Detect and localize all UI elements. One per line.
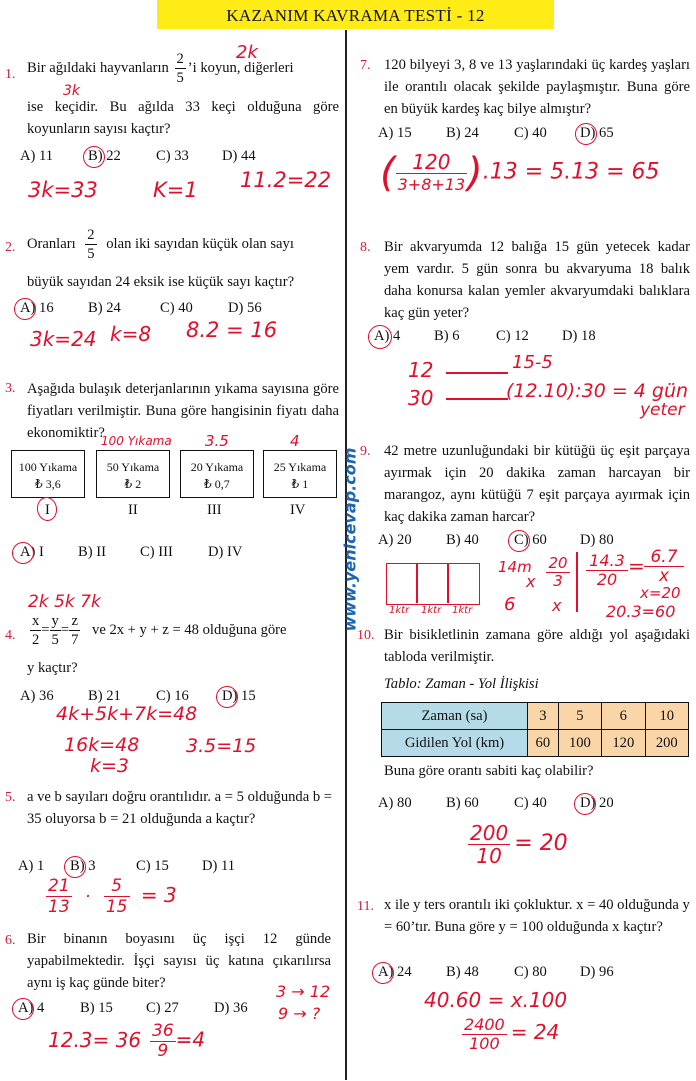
question-text: Bir binanın boyasını üç işçi 12 günde yapabilmektedir. İşçi sayısı üç katına çıkarılırsa aynı iş kaç günde biter? xyxy=(27,931,331,991)
handwriting: 14.3 20 xyxy=(586,552,628,589)
handwriting: 12.3= 36 xyxy=(48,1028,142,1052)
question-text: a ve b sayıları doğru orantılıdır. a = 5 olduğunda b = 35 oluyorsa b = 21 olduğunda a kaçtır? xyxy=(27,789,333,827)
handwriting: 20.3=60 xyxy=(606,602,676,621)
handwriting: 3k=33 xyxy=(28,178,98,202)
table-header-cell: Zaman (sa) xyxy=(382,703,528,730)
table-cell: 200 xyxy=(645,730,688,757)
handwriting: 40.60 = x.100 xyxy=(424,988,568,1012)
option-a[interactable]: A) 1 xyxy=(18,858,45,874)
option-b[interactable]: B) 60 xyxy=(446,795,479,811)
question-text: ’i koyun, diğerleri xyxy=(187,59,294,76)
handwriting: 2k 5k 7k xyxy=(28,592,101,612)
fraction: $\frac{y}{5}$ xyxy=(51,613,59,648)
roman-label: II xyxy=(128,502,138,518)
option-a[interactable]: A) 15 xyxy=(378,125,412,141)
question-text: büyük sayıdan 24 eksik ise küçük sayı kaçtır? xyxy=(27,274,295,290)
fraction: $\frac{x}{2}$ xyxy=(32,613,40,648)
table-cell: 60 xyxy=(528,730,559,757)
question-number: 11. xyxy=(357,899,374,914)
handwriting: 15-5 xyxy=(512,352,553,373)
option-c[interactable]: C) 40 xyxy=(514,125,547,141)
question-text: Bir bisikletlinin zamana göre aldığı yol aşağıdaki tabloda verilmiştir. xyxy=(384,627,690,665)
option-c[interactable]: C) 16 xyxy=(156,688,189,704)
fraction: $\frac{2}{5}$ xyxy=(87,227,95,262)
product-box-3: 20 Yıkama ₺ 0,7 xyxy=(180,450,254,498)
option-a[interactable]: A) 11 xyxy=(20,148,54,164)
handwriting: 1ktr xyxy=(421,605,442,616)
option-c[interactable]: C) 40 xyxy=(514,795,547,811)
roman-label: III xyxy=(207,502,222,518)
handwriting: 14m xyxy=(498,558,532,576)
option-d[interactable]: D) 44 xyxy=(222,148,256,164)
question-text: Bir akvaryumda 12 balığa 15 gün yetecek kadar yem vardır. 5 gün sonra bu akvaryuma 18 balık daha konursa kalan yemler akvaryumdaki balıklara kaç gün yeter? xyxy=(384,239,690,321)
handwriting: 4 xyxy=(290,432,300,450)
log-sketch xyxy=(416,563,418,603)
handwriting: 6.7 x xyxy=(644,548,684,585)
option-a[interactable]: A) I xyxy=(20,544,44,560)
handwriting-line xyxy=(446,398,508,400)
handwriting: $\frac{36}{9}$ =4 xyxy=(152,1021,206,1061)
handwriting: 1ktr xyxy=(389,605,410,616)
option-a[interactable]: A) 80 xyxy=(378,795,412,811)
question-number: 3. xyxy=(5,381,16,396)
handwriting: 30 xyxy=(408,386,434,410)
handwriting: 1ktr xyxy=(452,605,473,616)
time-distance-table xyxy=(381,702,689,757)
option-c[interactable]: C) 15 xyxy=(136,858,169,874)
option-c[interactable]: C) 40 xyxy=(160,300,193,316)
option-c[interactable]: C) 27 xyxy=(146,1000,179,1016)
handwriting: 12 xyxy=(408,358,434,382)
table-row xyxy=(382,730,689,757)
handwriting: 4k+5k+7k=48 xyxy=(56,703,198,725)
handwriting: 6 xyxy=(504,594,516,615)
question-number: 1. xyxy=(5,67,16,82)
fraction: $\frac{z}{7}$ xyxy=(71,613,79,648)
handwriting: 3.5=15 xyxy=(186,735,257,757)
option-d[interactable]: D) 56 xyxy=(228,300,262,316)
table-cell: 10 xyxy=(645,703,688,730)
handwriting: x xyxy=(552,596,562,615)
handwriting: x xyxy=(526,572,536,591)
handwriting: $\frac{2400}{100}$ = 24 xyxy=(464,1015,560,1053)
option-d[interactable]: D) 20 xyxy=(580,795,614,811)
handwriting: yeter xyxy=(640,400,685,420)
table-cell: 6 xyxy=(602,703,645,730)
question-text: olan iki sayıdan küçük olan sayı xyxy=(106,235,294,252)
question-number: 4. xyxy=(5,628,16,643)
question-text: ise keçidir. Bu ağılda 33 keçi olduğuna göre koyunların sayısı kaçtır? xyxy=(27,99,339,137)
log-sketch xyxy=(386,563,480,605)
question-number: 5. xyxy=(5,790,16,805)
question-number: 2. xyxy=(5,240,16,255)
handwriting: K=1 xyxy=(153,178,198,202)
handwriting: 20 3 xyxy=(546,555,570,590)
handwriting: 3k=24 xyxy=(30,327,97,351)
handwriting: 3 → 12 xyxy=(276,982,331,1001)
question-number: 9. xyxy=(360,444,371,459)
option-a[interactable]: A) 20 xyxy=(378,532,412,548)
handwriting: 9 → ? xyxy=(278,1004,321,1023)
option-d[interactable]: D) 18 xyxy=(562,328,596,344)
handwriting-line xyxy=(446,372,508,374)
log-sketch xyxy=(447,563,449,603)
option-b[interactable]: B) 24 xyxy=(446,125,479,141)
handwriting: 3.5 xyxy=(205,432,229,450)
question-text: y kaçtır? xyxy=(27,660,78,676)
handwriting: 11.2=22 xyxy=(240,168,332,192)
handwriting: k=8 xyxy=(110,322,152,346)
question-text: x ile y ters orantılı iki çokluktur. x = 40 olduğunda y = 60’tır. Buna göre y = 100 olduğunda x kaçtır? xyxy=(384,897,690,935)
table-cell: 100 xyxy=(558,730,601,757)
option-b[interactable]: B) 40 xyxy=(446,532,479,548)
roman-label: IV xyxy=(290,502,306,518)
option-b[interactable]: B) II xyxy=(78,544,106,560)
question-number: 7. xyxy=(360,58,371,73)
question-text: Bir ağıldaki hayvanların xyxy=(27,59,169,76)
option-a[interactable]: A) 36 xyxy=(20,688,54,704)
option-c[interactable]: C) 12 xyxy=(496,328,529,344)
handwriting: = xyxy=(628,554,645,578)
handwriting: 2k xyxy=(236,42,258,63)
option-a[interactable]: A) 4 xyxy=(374,328,401,344)
option-b[interactable]: B) 22 xyxy=(88,148,121,164)
handwriting: (12.10):30 = 4 gün xyxy=(506,380,689,402)
fraction: $\frac{2}{5}$ xyxy=(176,51,184,86)
handwriting: 8.2 = 16 xyxy=(186,318,278,342)
option-c[interactable]: C) 60 xyxy=(514,532,547,548)
question-number: 10. xyxy=(357,628,375,643)
handwriting: 3k xyxy=(63,83,81,99)
option-c[interactable]: C) 80 xyxy=(514,964,547,980)
handwriting: x=20 xyxy=(640,584,681,602)
table-header-cell: Gidilen Yol (km) xyxy=(382,730,528,757)
question-text: Oranları xyxy=(27,235,76,252)
option-c[interactable]: C) III xyxy=(140,544,173,560)
option-d[interactable]: D) 36 xyxy=(214,1000,248,1016)
option-d[interactable]: D) IV xyxy=(208,544,243,560)
option-d[interactable]: D) 80 xyxy=(580,532,614,548)
table-cell: 5 xyxy=(558,703,601,730)
table-caption: Tablo: Zaman - Yol İlişkisi xyxy=(384,676,539,692)
question-text: Aşağıda bulaşık deterjanlarının yıkama sayısına göre fiyatları verilmiştir. Buna göre hangisinin fiyatı daha ekonomiktir? xyxy=(27,381,339,441)
question-text: Buna göre orantı sabiti kaç olabilir? xyxy=(384,763,594,779)
option-a[interactable]: A) 16 xyxy=(20,300,54,316)
watermark: www.yenicevap.com xyxy=(340,447,360,632)
handwriting: ( $\frac{120}{3+8+13}$ ).13 = 5.13 = 65 xyxy=(380,149,660,196)
product-box-2: 50 Yıkama ₺ 2 xyxy=(96,450,170,498)
page-title: KAZANIM KAVRAMA TESTİ - 12 xyxy=(157,0,554,29)
option-a[interactable]: A) 24 xyxy=(378,964,412,980)
table-cell: 120 xyxy=(602,730,645,757)
option-b[interactable]: B) 24 xyxy=(88,300,121,316)
question-text: 120 bilyeyi 3, 8 ve 13 yaşlarındaki üç kardeş yaşları ile orantılı olacak şekilde paylaşmıştır. Buna göre en büyük kardeş kaç bilye almıştır? xyxy=(384,57,690,117)
option-c[interactable]: C) 33 xyxy=(156,148,189,164)
answer-circle xyxy=(35,496,58,523)
option-a[interactable]: A) 4 xyxy=(18,1000,45,1016)
handwriting-line xyxy=(576,552,578,612)
question-number: 8. xyxy=(360,240,371,255)
question-text: ve 2x + y + z = 48 olduğuna göre xyxy=(92,621,287,638)
option-b[interactable]: B) 6 xyxy=(434,328,460,344)
option-b[interactable]: B) 21 xyxy=(88,688,121,704)
option-b[interactable]: B) 15 xyxy=(80,1000,113,1016)
handwriting: $\frac{200}{10}$ = 20 xyxy=(470,821,568,868)
handwriting: k=3 xyxy=(90,755,130,777)
handwriting: 100 Yıkama xyxy=(101,434,172,448)
question-number: 6. xyxy=(5,933,16,948)
option-d[interactable]: D) 11 xyxy=(202,858,236,874)
table-row xyxy=(382,703,689,730)
option-b[interactable]: B) 48 xyxy=(446,964,479,980)
product-box-4: 25 Yıkama ₺ 1 xyxy=(263,450,337,498)
question-text: 42 metre uzunluğundaki bir kütüğü üç eşit parçaya ayırmak için 20 dakika zaman harcayan bir marangoz, aynı kütüğü 7 eşit parçaya ayırmak için kaç dakika zaman harcar? xyxy=(384,443,690,525)
product-box-1: 100 Yıkama ₺ 3,6 xyxy=(11,450,85,498)
option-d[interactable]: D) 65 xyxy=(580,125,614,141)
handwriting: $\frac{21}{13}$ · $\frac{5}{15}$ = 3 xyxy=(48,876,177,917)
handwriting: 16k=48 xyxy=(64,734,140,756)
table-cell: 3 xyxy=(528,703,559,730)
option-d[interactable]: D) 15 xyxy=(222,688,256,704)
roman-label: I xyxy=(45,502,50,518)
option-d[interactable]: D) 96 xyxy=(580,964,614,980)
option-b[interactable]: B) 3 xyxy=(70,858,96,874)
